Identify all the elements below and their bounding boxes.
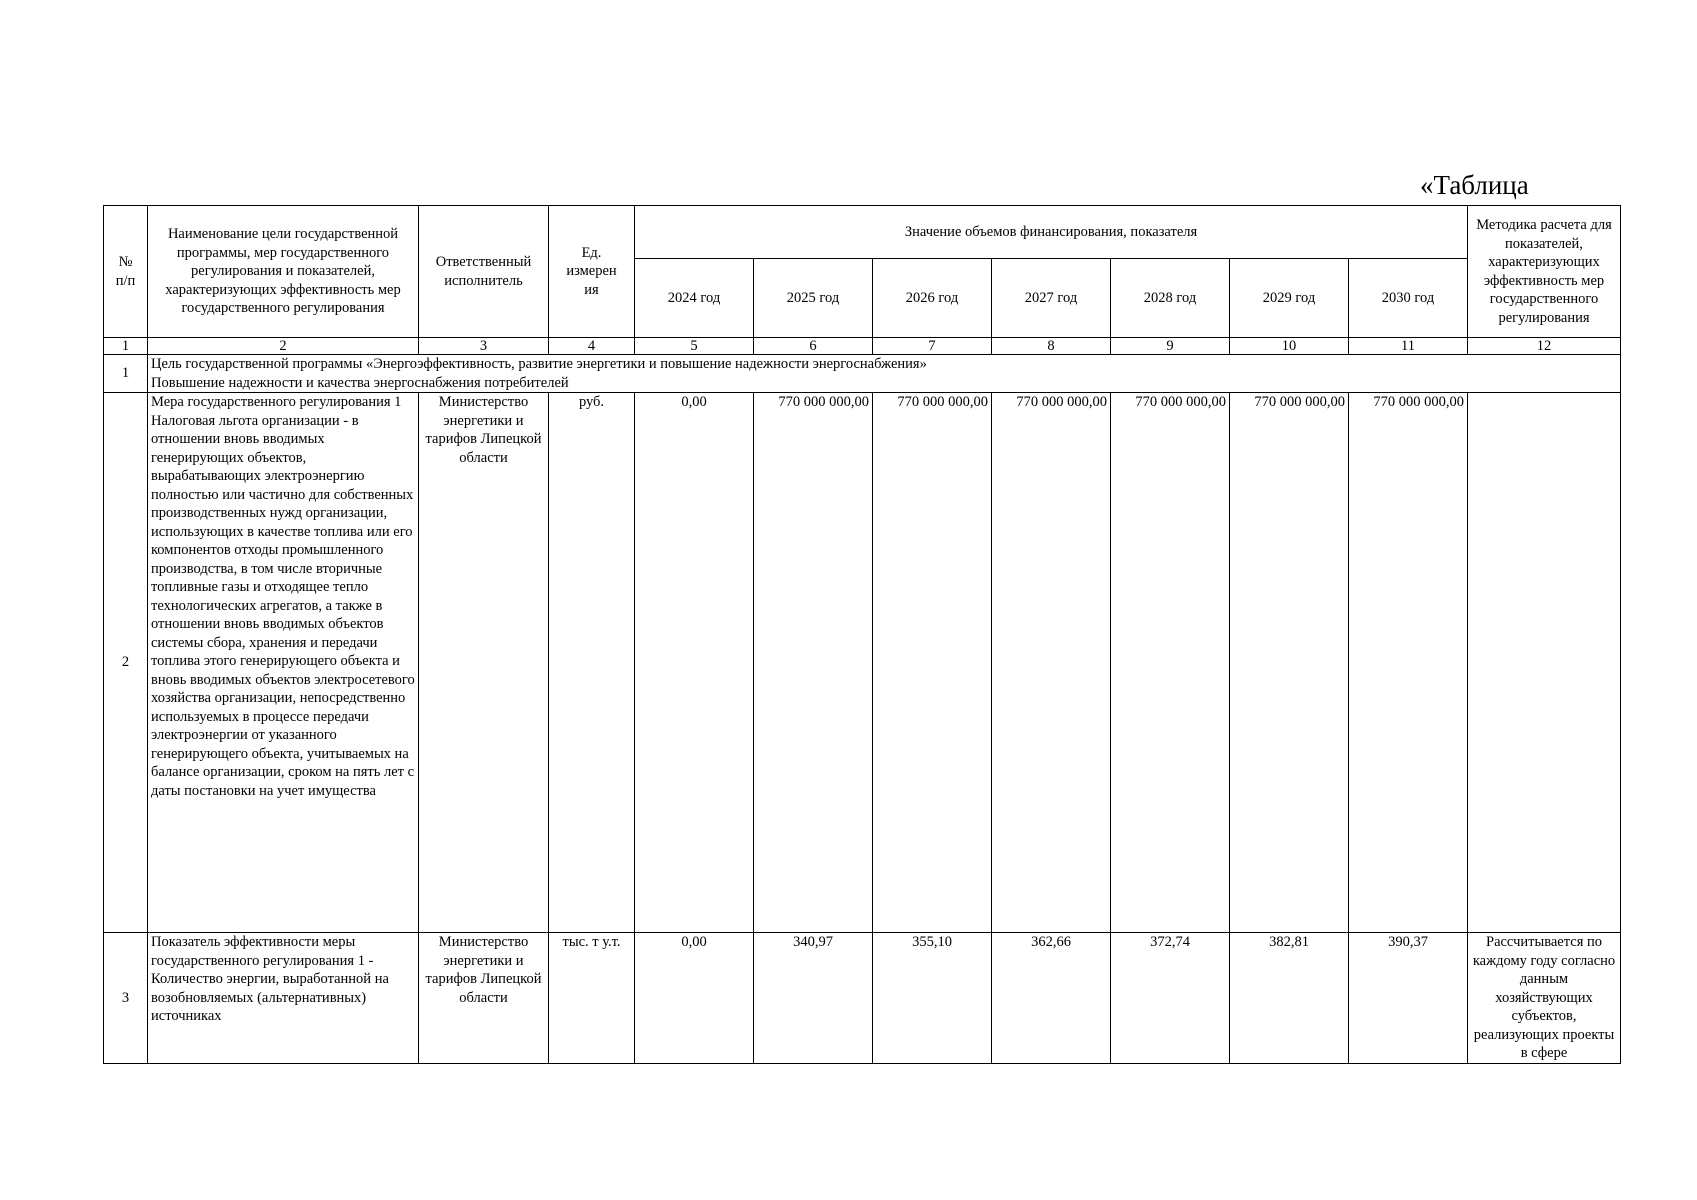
goal-text: Цель государственной программы «Энергоэффективность, развитие энергетики и повышение надежности энергоснабжения» Повышение надежности и качества энергоснабжения потребителей — [148, 355, 1621, 393]
header-method: Методика расчета для показателей, характеризующих эффективность мер государственного регулирования — [1468, 206, 1621, 338]
regulation-measures-table — [103, 205, 1621, 1064]
value-cell: 372,74 — [1111, 933, 1230, 1064]
header-year: 2028 год — [1111, 259, 1230, 338]
responsible-executor: Министерство энергетики и тарифов Липецкой области — [419, 393, 549, 933]
header-row-top — [104, 206, 1621, 259]
unit: руб. — [549, 393, 635, 933]
table-row-goal — [104, 355, 1621, 393]
unit: тыс. т у.т. — [549, 933, 635, 1064]
header-year: 2025 год — [754, 259, 873, 338]
responsible-executor: Министерство энергетики и тарифов Липецкой области — [419, 933, 549, 1064]
header-year: 2024 год — [635, 259, 754, 338]
column-index: 2 — [148, 338, 419, 355]
column-index: 7 — [873, 338, 992, 355]
row-num: 2 — [104, 393, 148, 933]
header-unit: Ед. измерен ия — [549, 206, 635, 338]
header-name: Наименование цели государственной программы, мер государственного регулирования и показателей, характеризующих эффективность мер государственного регулирования — [148, 206, 419, 338]
value-cell: 770 000 000,00 — [1111, 393, 1230, 933]
column-index-row — [104, 338, 1621, 355]
value-cell: 770 000 000,00 — [873, 393, 992, 933]
column-index: 3 — [419, 338, 549, 355]
table-row-measure — [104, 393, 1621, 933]
value-cell: 770 000 000,00 — [754, 393, 873, 933]
value-cell: 0,00 — [635, 933, 754, 1064]
header-year: 2030 год — [1349, 259, 1468, 338]
value-cell: 390,37 — [1349, 933, 1468, 1064]
table-row-indicator — [104, 933, 1621, 1064]
value-cell: 382,81 — [1230, 933, 1349, 1064]
value-cell: 340,97 — [754, 933, 873, 1064]
column-index: 4 — [549, 338, 635, 355]
column-index: 11 — [1349, 338, 1468, 355]
header-responsible: Ответственный исполнитель — [419, 206, 549, 338]
header-year: 2026 год — [873, 259, 992, 338]
row-num: 3 — [104, 933, 148, 1064]
method-cell: Рассчитывается по каждому году согласно данным хозяйствующих субъектов, реализующих проекты в сфере — [1468, 933, 1621, 1064]
column-index: 12 — [1468, 338, 1621, 355]
header-year: 2027 год — [992, 259, 1111, 338]
value-cell: 770 000 000,00 — [1230, 393, 1349, 933]
value-cell: 362,66 — [992, 933, 1111, 1064]
method-cell — [1468, 393, 1621, 933]
value-cell: 0,00 — [635, 393, 754, 933]
header-year: 2029 год — [1230, 259, 1349, 338]
column-index: 1 — [104, 338, 148, 355]
column-index: 10 — [1230, 338, 1349, 355]
measure-name: Мера государственного регулирования 1 Налоговая льгота организации - в отношении вновь вводимых генерирующих объектов, вырабатывающих электроэнергию полностью или частично для собственных производственных нужд организации, использующих в качестве топлива или его компонентов отходы промышленного производства, в том числе вторичные топливные газы и отходящее тепло технологических агрегатов, а также в отношении вновь вводимых объектов системы сбора, хранения и передачи топлива этого генерирующего объекта и вновь вводимых объектов электросетевого хозяйства организации, непосредственно используемых в процессе передачи электроэнергии от указанного генерирующего объекта, учитываемых на балансе организации, сроком на пять лет с даты постановки на учет имущества — [148, 393, 419, 933]
table-caption: «Таблица — [1420, 170, 1529, 200]
indicator-name: Показатель эффективности меры государственного регулирования 1 - Количество энергии, выработанной на возобновляемых (альтернативных) источниках — [148, 933, 419, 1064]
value-cell: 355,10 — [873, 933, 992, 1064]
header-num: № п/п — [104, 206, 148, 338]
value-cell: 770 000 000,00 — [992, 393, 1111, 933]
column-index: 9 — [1111, 338, 1230, 355]
value-cell: 770 000 000,00 — [1349, 393, 1468, 933]
header-values-group: Значение объемов финансирования, показателя — [635, 206, 1468, 259]
row-num: 1 — [104, 355, 148, 393]
column-index: 6 — [754, 338, 873, 355]
column-index: 5 — [635, 338, 754, 355]
column-index: 8 — [992, 338, 1111, 355]
